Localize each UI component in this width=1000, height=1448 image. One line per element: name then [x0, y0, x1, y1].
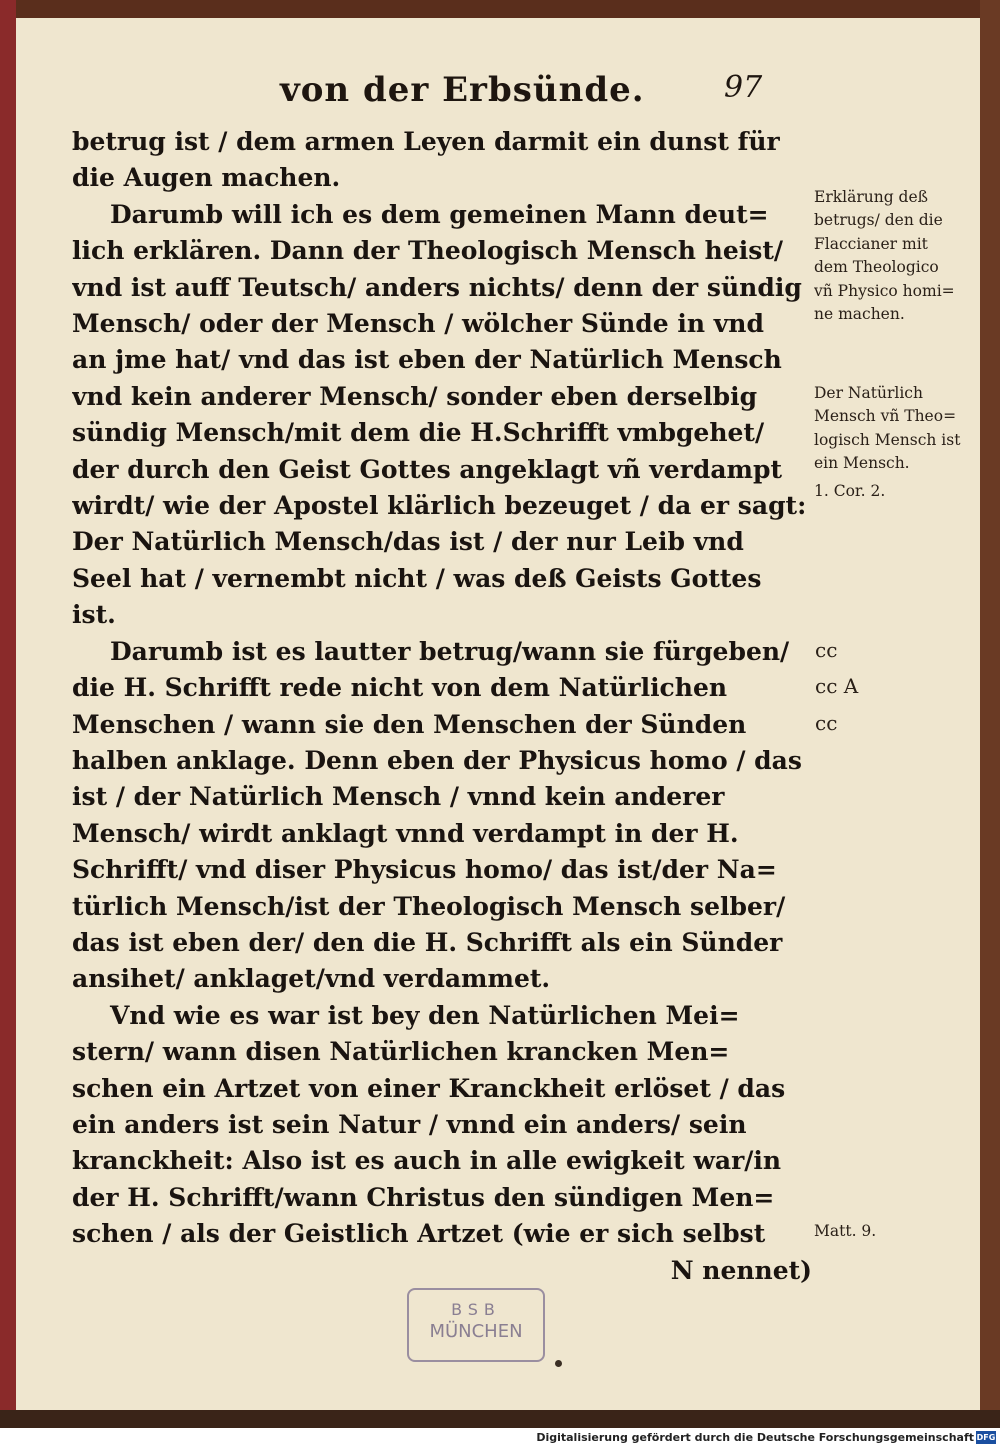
margin-note-line: vñ Physico homi=	[814, 281, 955, 300]
margin-note-line: 1. Cor. 2.	[814, 482, 886, 500]
text-line: an jme hat/ vnd das ist eben der Natürlich Mensch	[72, 345, 782, 375]
margin-note-line: ein Mensch.	[814, 454, 910, 473]
text-line: Seel hat / vernembt nicht / was deß Geists Gottes	[72, 563, 762, 593]
running-title: von der Erbsünde.	[280, 70, 645, 110]
text-line: türlich Mensch/ist der Theologisch Mensch selber/	[72, 891, 786, 921]
catchword-line: N nennet)	[670, 1255, 812, 1285]
stamp-line-2: MÜNCHEN	[429, 1321, 523, 1342]
text-line: sündig Mensch/mit dem die H.Schrifft vmbgehet/	[72, 418, 765, 448]
text-line: wirdt/ wie der Apostel klärlich bezeuget / da er sagt:	[72, 491, 807, 521]
text-line: stern/ wann disen Natürlichen krancken Men=	[72, 1037, 730, 1067]
ink-dot	[555, 1360, 562, 1367]
text-line: die Augen machen.	[72, 163, 341, 193]
main-text-block	[72, 124, 812, 1289]
margin-note-3	[814, 480, 984, 503]
text-line: lich erklären. Dann der Theologisch Mensch heist/	[72, 236, 783, 266]
page-number: 97	[724, 70, 763, 105]
book-edge-bottom	[0, 1410, 1000, 1428]
text-line: der durch den Geist Gottes angeklagt vñ verdampt	[72, 454, 783, 484]
margin-note-2	[814, 382, 984, 476]
text-line: die H. Schrifft rede nicht von dem Natürlichen	[72, 673, 728, 703]
text-line: das ist eben der/ den die H. Schrifft als ein Sünder	[72, 927, 783, 957]
quote-marks	[815, 632, 875, 741]
quote-mark: cc	[815, 638, 838, 662]
stamp-line-1: BSB	[451, 1300, 501, 1319]
text-line: vnd ist auff Teutsch/ anders nichts/ denn der sündig	[72, 272, 802, 302]
text-line: vnd kein anderer Mensch/ sonder eben derselbig	[72, 381, 758, 411]
text-line: schen ein Artzet von einer Kranckheit erlöset / das	[72, 1073, 786, 1103]
text-line: Menschen / wann sie den Menschen der Sünden	[72, 709, 747, 739]
margin-note-line: ne machen.	[814, 305, 905, 324]
text-line: ein anders ist sein Natur / vnnd ein anders/ sein	[72, 1109, 747, 1139]
quote-mark: cc	[815, 710, 838, 735]
margin-note-4	[814, 1220, 984, 1243]
margin-note-line: betrugs/ den die	[814, 211, 943, 230]
footer-credit: Digitalisierung gefördert durch die Deutsche Forschungsgemeinschaft	[536, 1431, 974, 1444]
margin-note-1	[814, 186, 984, 326]
margin-note-line: Flaccianer mit	[814, 234, 928, 253]
text-line: Darumb will ich es dem gemeinen Mann deut=	[110, 199, 769, 229]
text-line: ansihet/ anklaget/vnd verdammet.	[72, 964, 551, 994]
book-edge-left	[0, 0, 16, 1428]
dfg-logo-icon: DFG	[976, 1433, 996, 1442]
text-line: Vnd wie es war ist bey den Natürlichen Mei=	[110, 1000, 740, 1030]
margin-note-line: Erklärung deß	[814, 188, 928, 206]
quote-mark: cc A	[815, 674, 859, 699]
text-line: Mensch/ wirdt anklagt vnnd verdampt in der H.	[72, 818, 739, 848]
margin-note-line: logisch Mensch ist	[814, 430, 961, 449]
text-line: ist / der Natürlich Mensch / vnnd kein anderer	[72, 782, 725, 812]
page-header	[0, 70, 1000, 120]
text-line: Mensch/ oder der Mensch / wölcher Sünde in vnd	[72, 309, 764, 339]
margin-note-line: Der Natürlich	[814, 384, 923, 402]
text-line: Schrifft/ vnd diser Physicus homo/ das ist/der Na=	[72, 855, 777, 885]
footer-bar	[0, 1428, 1000, 1448]
book-edge-top	[0, 0, 1000, 18]
text-line: der H. Schrifft/wann Christus den sündigen Men=	[72, 1182, 775, 1212]
text-line: Der Natürlich Mensch/das ist / der nur Leib vnd	[72, 527, 744, 557]
text-line: Darumb ist es lautter betrug/wann sie fürgeben/	[110, 636, 790, 666]
margin-note-line: dem Theologico	[814, 258, 939, 277]
library-stamp	[407, 1288, 545, 1362]
text-line: schen / als der Geistlich Artzet (wie er sich selbst	[72, 1219, 766, 1249]
text-line: ist.	[72, 600, 116, 630]
margin-note-line: Mensch vñ Theo=	[814, 407, 957, 426]
text-line: betrug ist / dem armen Leyen darmit ein dunst für	[72, 127, 780, 156]
text-line: kranckheit: Also ist es auch in alle ewigkeit war/in	[72, 1146, 782, 1176]
text-line: halben anklage. Denn eben der Physicus homo / das	[72, 745, 802, 775]
margin-note-line: Matt. 9.	[814, 1222, 877, 1240]
